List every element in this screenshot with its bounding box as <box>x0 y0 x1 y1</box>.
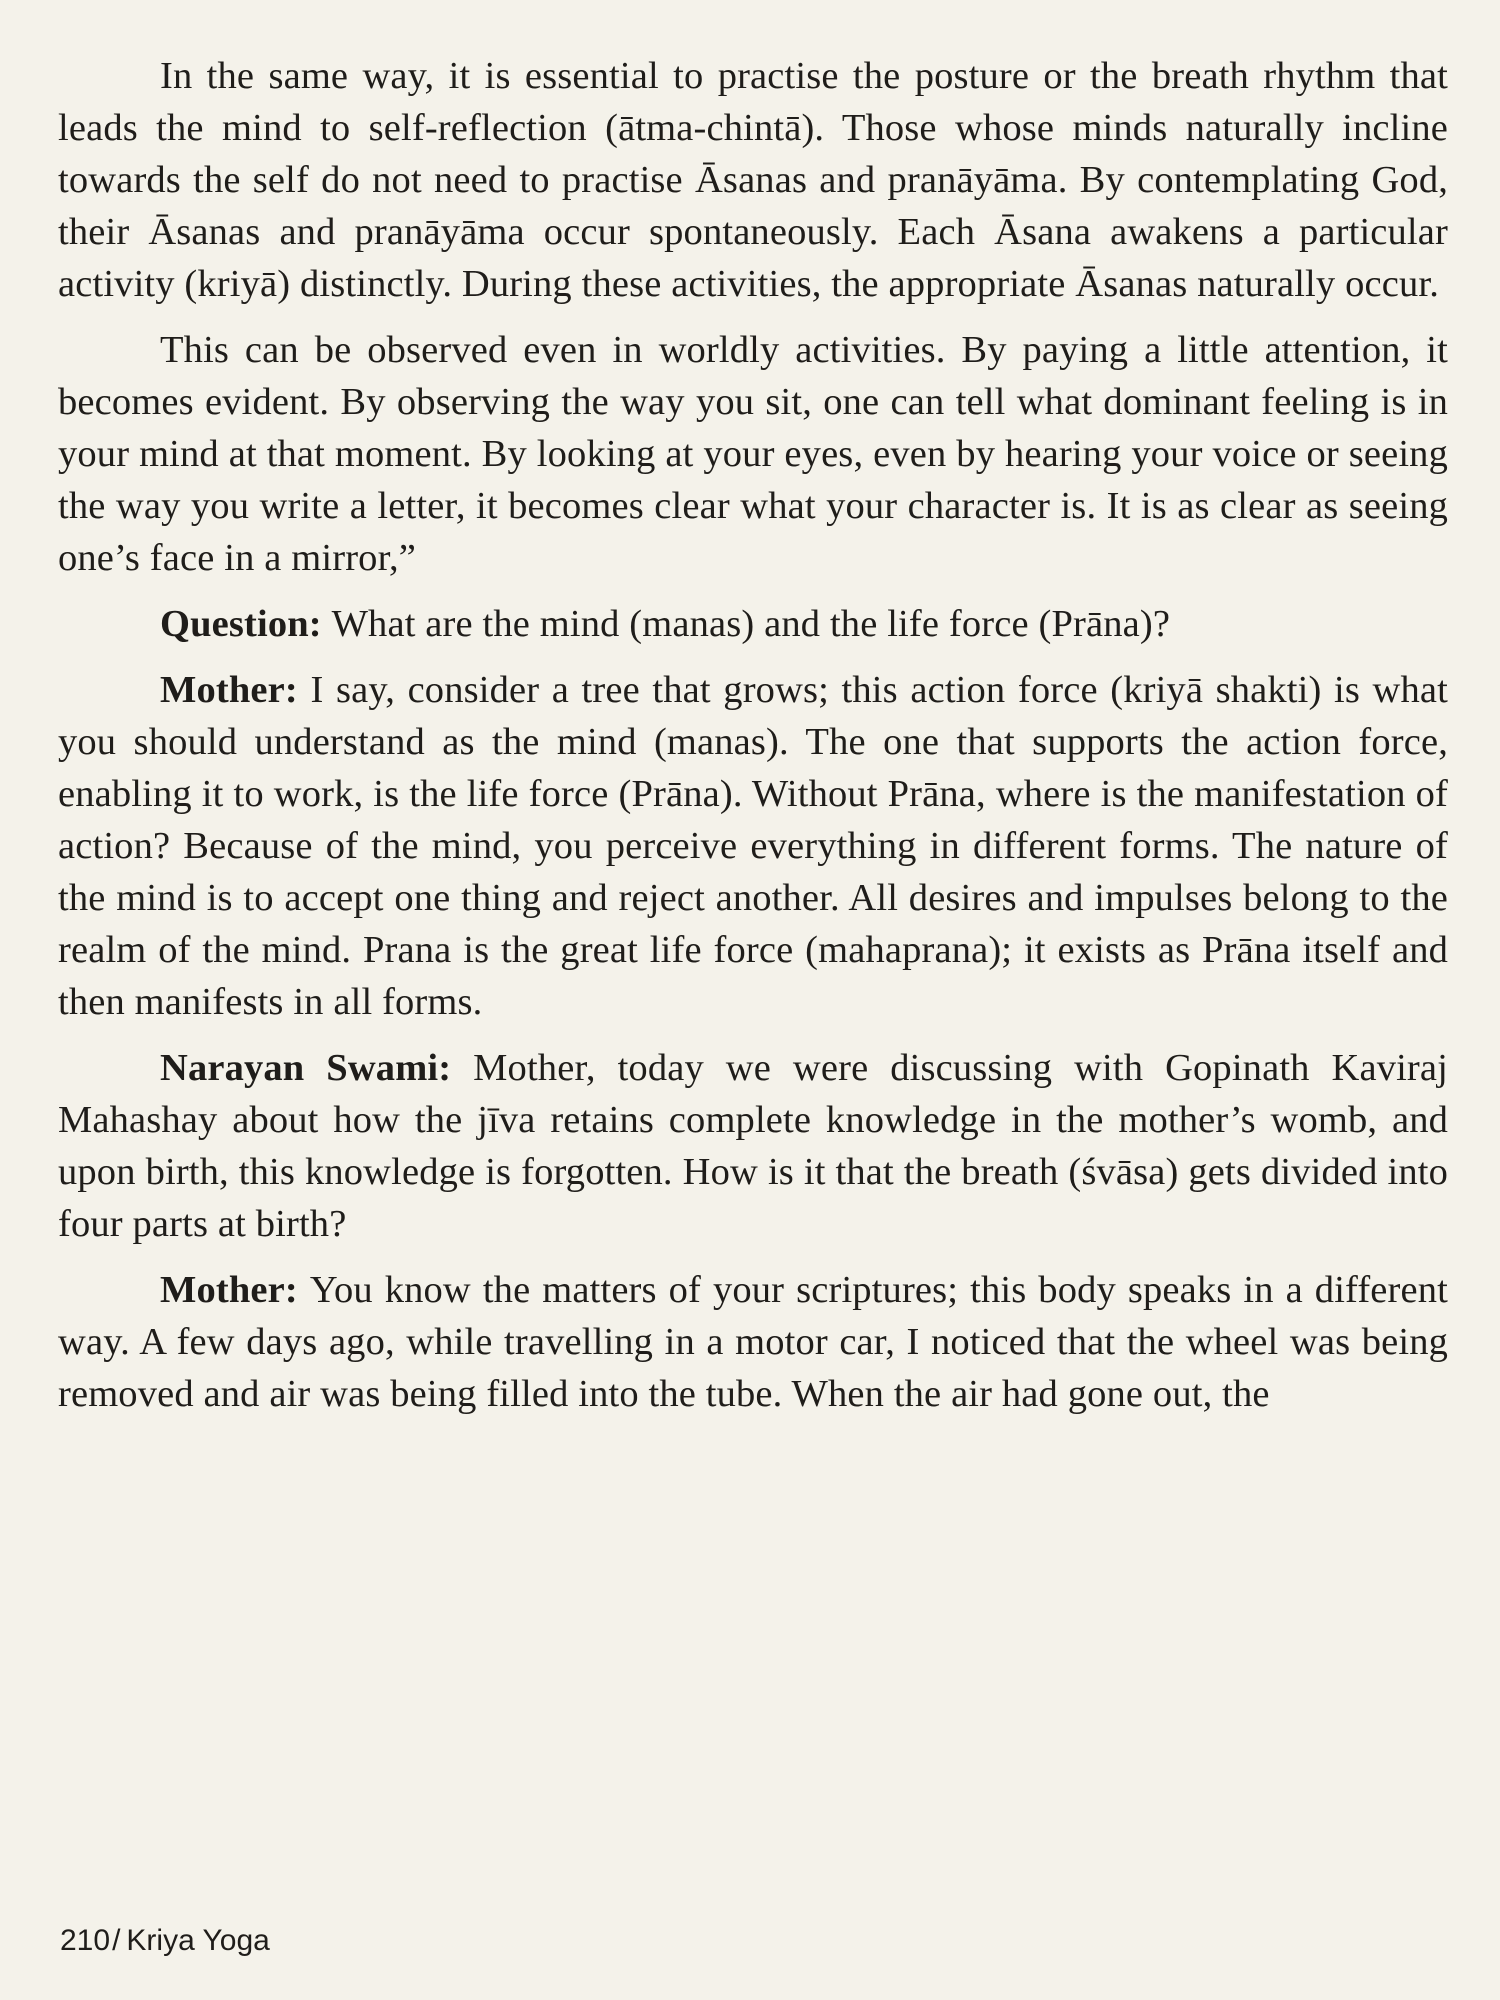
paragraph-1 <box>58 50 1448 310</box>
book-title: Kriya Yoga <box>126 1924 270 1957</box>
footer-separator: / <box>112 1924 121 1957</box>
paragraph-text: This can be observed even in worldly activities. By paying a little attention, it becomes evident. By observing the way you sit, one can tell what dominant feeling is in your mind at that moment. By looking at your eyes, even by hearing your voice or seeing the way you write a letter, it becomes clear what your character is. It is as clear as seeing one’s face in a mirror,” <box>58 329 1448 579</box>
speaker-label: Question: <box>160 603 332 645</box>
speaker-label: Mother: <box>160 1269 310 1311</box>
body-text <box>58 50 1448 1434</box>
page-footer <box>60 1924 270 1958</box>
paragraph-2 <box>58 324 1448 584</box>
speaker-label: Mother: <box>160 669 311 711</box>
paragraph-text: In the same way, it is essential to practise the posture or the breath rhythm that leads the mind to self-reflection (ātma-chintā). Those whose minds naturally incline towards the self do not need to practise Āsanas and pranāyāma. By contemplating God, their Āsanas and pranāyāma occur spontaneously. Each Āsana awakens a particular activity (kriyā) distinctly. During these activities, the appropriate Āsanas naturally occur. <box>58 55 1448 305</box>
paragraph-mother-reply <box>58 1264 1448 1420</box>
paragraph-text: What are the mind (manas) and the life force (Prāna)? <box>331 603 1171 645</box>
paragraph-mother-answer <box>58 664 1448 1028</box>
paragraph-text: Mother, today we were discussing with Gopinath Kaviraj Mahashay about how the jīva retains complete knowledge in the mother’s womb, and upon birth, this knowledge is forgotten. How is it that the breath (śvāsa) gets divided into four parts at birth? <box>58 1047 1448 1245</box>
paragraph-text: You know the matters of your scriptures; this body speaks in a different way. A few days ago, while travelling in a motor car, I noticed that the wheel was being removed and air was being filled into the tube. When the air had gone out, the <box>58 1269 1448 1415</box>
paragraph-text: I say, consider a tree that grows; this action force (kriyā shakti) is what you should understand as the mind (manas). The one that supports the action force, enabling it to work, is the life force (Prāna). Without Prāna, where is the manifestation of action? Because of the mind, you perceive everything in different forms. The nature of the mind is to accept one thing and reject another. All desires and impulses belong to the realm of the mind. Prana is the great life force (mahaprana); it exists as Prāna itself and then manifests in all forms. <box>58 669 1448 1023</box>
page-number: 210 <box>60 1924 111 1957</box>
speaker-label: Narayan Swami: <box>160 1047 474 1089</box>
paragraph-question <box>58 598 1448 650</box>
paragraph-narayan-swami <box>58 1042 1448 1250</box>
